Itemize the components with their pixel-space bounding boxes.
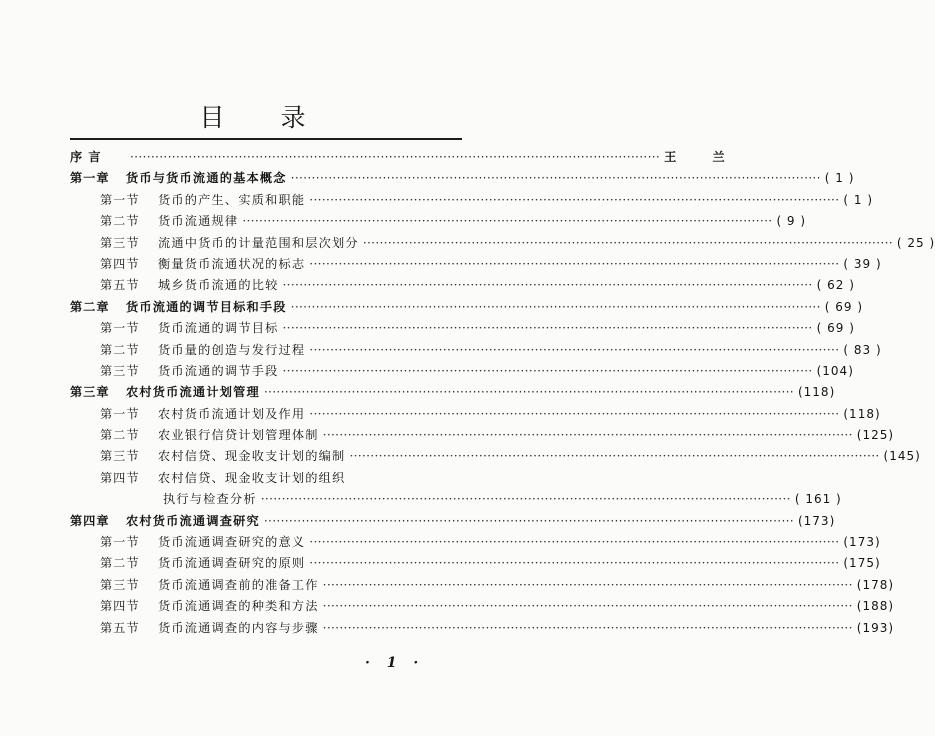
dot-leader bbox=[323, 425, 853, 446]
dot-leader bbox=[323, 596, 853, 617]
section-number: 第五节 bbox=[100, 620, 140, 635]
page-ref: ( 69 ) bbox=[824, 299, 864, 314]
section-title: 执行与检查分析 bbox=[163, 492, 257, 507]
section-number: 第一节 bbox=[100, 321, 140, 336]
dot-leader bbox=[283, 275, 813, 296]
page-ref: (118) bbox=[797, 385, 836, 400]
toc-section-row bbox=[70, 404, 881, 425]
section-title: 城乡货币流通的比较 bbox=[158, 278, 279, 293]
page-ref: ( 1 ) bbox=[843, 192, 874, 207]
toc-section-row bbox=[70, 275, 855, 296]
section-title: 农村信贷、现金收支计划的组织 bbox=[158, 470, 346, 485]
toc-section-row bbox=[70, 211, 807, 232]
page-number: · 1 · bbox=[365, 655, 425, 671]
section-title: 农业银行信贷计划管理体制 bbox=[158, 428, 319, 443]
page-ref: (118) bbox=[843, 406, 881, 421]
page-ref: (173) bbox=[797, 513, 836, 528]
toc-chapter-row bbox=[70, 168, 855, 189]
toc-chapter-row bbox=[70, 382, 836, 403]
dot-leader bbox=[309, 553, 839, 574]
table-of-contents bbox=[70, 147, 935, 639]
toc-chapter-row bbox=[70, 147, 741, 168]
section-title: 货币流通的调节目标 bbox=[158, 321, 279, 336]
section-title: 货币的产生、实质和职能 bbox=[158, 192, 306, 207]
dot-leader bbox=[323, 575, 853, 596]
page-ref: ( 39 ) bbox=[843, 256, 882, 271]
chapter-title: 货币与货币流通的基本概念 bbox=[126, 171, 287, 186]
section-number: 第五节 bbox=[100, 278, 140, 293]
section-number: 第二节 bbox=[100, 556, 140, 571]
toc-section-row bbox=[70, 553, 881, 574]
dot-leader bbox=[309, 404, 839, 425]
section-number: 第四节 bbox=[100, 256, 140, 271]
dot-leader bbox=[291, 168, 821, 189]
section-title: 流通中货币的计量范围和层次划分 bbox=[158, 235, 359, 250]
section-number: 第三节 bbox=[100, 363, 140, 378]
toc-section-row bbox=[70, 575, 895, 596]
page-ref: ( 62 ) bbox=[816, 278, 855, 293]
section-title: 货币流通调查研究的意义 bbox=[158, 535, 306, 550]
section-number: 第四节 bbox=[100, 599, 140, 614]
page-ref: ( 9 ) bbox=[776, 214, 807, 229]
dot-leader bbox=[264, 511, 794, 532]
section-number: 第二节 bbox=[100, 342, 140, 357]
section-number: 第一节 bbox=[100, 535, 140, 550]
section-number: 第二节 bbox=[100, 214, 140, 229]
section-number: 第三节 bbox=[100, 449, 140, 464]
dot-leader bbox=[291, 297, 821, 318]
toc-section-row bbox=[70, 361, 854, 382]
dot-leader bbox=[309, 254, 839, 275]
section-number: 第三节 bbox=[100, 235, 140, 250]
dot-leader bbox=[349, 446, 879, 467]
page-ref: ( 161 ) bbox=[794, 492, 842, 507]
dot-leader bbox=[309, 532, 839, 553]
section-title: 货币流通规律 bbox=[158, 214, 239, 229]
page-ref: ( 1 ) bbox=[824, 171, 855, 186]
page-ref: (178) bbox=[856, 577, 895, 592]
toc-section-row bbox=[70, 425, 895, 446]
dot-leader bbox=[261, 489, 791, 510]
dot-leader bbox=[130, 147, 660, 168]
dot-leader bbox=[363, 233, 893, 254]
section-number: 第二节 bbox=[100, 428, 140, 443]
chapter-number: 第一章 bbox=[70, 171, 110, 186]
section-title: 衡量货币流通状况的标志 bbox=[158, 256, 306, 271]
section-title: 货币量的创造与发行过程 bbox=[158, 342, 306, 357]
dot-leader bbox=[283, 361, 813, 382]
dot-leader bbox=[264, 382, 794, 403]
dot-leader bbox=[242, 211, 772, 232]
section-number: 第三节 bbox=[100, 577, 140, 592]
dot-leader bbox=[323, 618, 853, 639]
toc-section-row bbox=[70, 318, 855, 339]
dot-leader bbox=[309, 340, 839, 361]
chapter-number: 第二章 bbox=[70, 299, 110, 314]
chapter-title: 货币流通的调节目标和手段 bbox=[126, 299, 287, 314]
page-ref: (104) bbox=[816, 363, 854, 378]
section-number: 第一节 bbox=[100, 192, 140, 207]
section-title: 农村货币流通计划及作用 bbox=[158, 406, 306, 421]
page-ref: (175) bbox=[843, 556, 881, 571]
section-title: 货币流通调查前的准备工作 bbox=[158, 577, 319, 592]
page-ref: (145) bbox=[883, 449, 921, 464]
page-ref: ( 69 ) bbox=[816, 321, 855, 336]
section-number: 第一节 bbox=[100, 406, 140, 421]
preface-author: 王 兰 bbox=[664, 150, 741, 164]
chapter-title: 农村货币流通调查研究 bbox=[126, 513, 260, 528]
toc-section-row bbox=[70, 233, 935, 254]
dot-leader bbox=[283, 318, 813, 339]
chapter-number: 序 言 bbox=[70, 150, 102, 164]
page-ref: ( 25 ) bbox=[896, 235, 935, 250]
toc-section-row bbox=[70, 190, 874, 211]
chapter-number: 第三章 bbox=[70, 385, 110, 400]
toc-section-row bbox=[70, 468, 462, 489]
toc-section-row bbox=[70, 340, 882, 361]
toc-section-row bbox=[70, 489, 842, 510]
page-ref: (125) bbox=[856, 428, 895, 443]
section-title: 货币流通调查的种类和方法 bbox=[158, 599, 319, 614]
chapter-number: 第四章 bbox=[70, 513, 110, 528]
toc-section-row bbox=[70, 596, 895, 617]
top-rule bbox=[70, 138, 462, 140]
section-number: 第四节 bbox=[100, 470, 140, 485]
section-title: 货币流通调查研究的原则 bbox=[158, 556, 306, 571]
toc-section-row bbox=[70, 446, 921, 467]
section-title: 货币流通调查的内容与步骤 bbox=[158, 620, 319, 635]
chapter-title: 农村货币流通计划管理 bbox=[126, 385, 260, 400]
section-title: 农村信贷、现金收支计划的编制 bbox=[158, 449, 346, 464]
dot-leader bbox=[309, 190, 839, 211]
page-ref: (173) bbox=[843, 535, 881, 550]
toc-chapter-row bbox=[70, 297, 864, 318]
section-title: 货币流通的调节手段 bbox=[158, 363, 279, 378]
toc-section-row bbox=[70, 532, 881, 553]
page-ref: ( 83 ) bbox=[843, 342, 882, 357]
page-ref: (188) bbox=[856, 599, 895, 614]
page-ref: (193) bbox=[856, 620, 895, 635]
toc-section-row bbox=[70, 254, 882, 275]
toc-section-row bbox=[70, 618, 895, 639]
page-title: 目 录 bbox=[199, 103, 330, 132]
toc-chapter-row bbox=[70, 511, 836, 532]
